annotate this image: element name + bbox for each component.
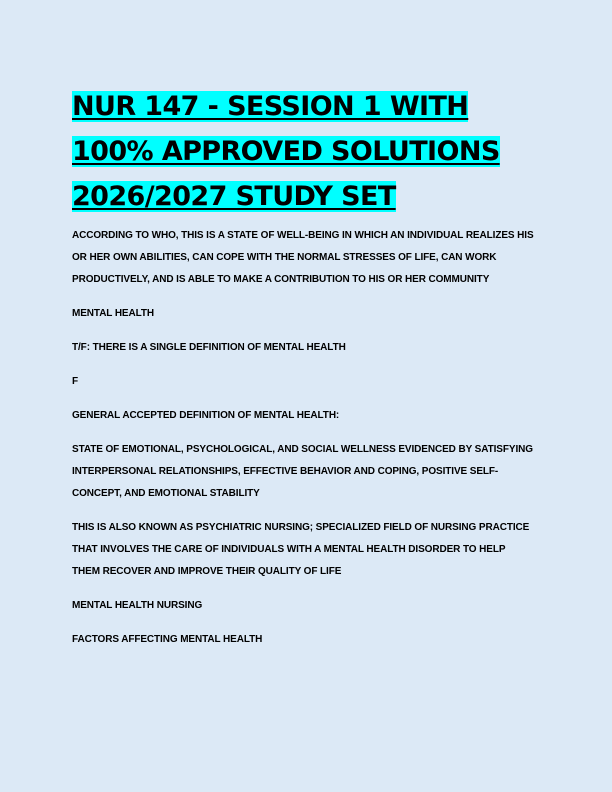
text-line: T/F: THERE IS A SINGLE DEFINITION OF MENTAL HEALTH <box>72 342 346 353</box>
document-title <box>72 84 548 219</box>
text-line: THIS IS ALSO KNOWN AS PSYCHIATRIC NURSING; SPECIALIZED FIELD OF NURSING PRACTICE <box>72 522 530 533</box>
document-page <box>72 84 548 663</box>
text-line: MENTAL HEALTH NURSING <box>72 600 203 611</box>
text-line: MENTAL HEALTH <box>72 308 155 319</box>
question-general-definition <box>72 405 548 427</box>
text-line: F <box>72 376 79 387</box>
title-line: 2026/2027 STUDY SET <box>72 181 396 212</box>
question-factors <box>72 629 548 651</box>
question-true-false <box>72 337 548 359</box>
answer-state-of-wellness <box>72 439 548 505</box>
text-line: OR HER OWN ABILITIES, CAN COPE WITH THE NORMAL STRESSES OF LIFE, CAN WORK <box>72 252 497 263</box>
text-line: STATE OF EMOTIONAL, PSYCHOLOGICAL, AND SOCIAL WELLNESS EVIDENCED BY SATISFYING <box>72 444 533 455</box>
question-who-definition <box>72 225 548 291</box>
question-psychiatric-nursing <box>72 517 548 583</box>
answer-mental-health-nursing <box>72 595 548 617</box>
text-line: FACTORS AFFECTING MENTAL HEALTH <box>72 634 263 645</box>
text-line: INTERPERSONAL RELATIONSHIPS, EFFECTIVE BEHAVIOR AND COPING, POSITIVE SELF- <box>72 466 499 477</box>
title-line: 100% APPROVED SOLUTIONS <box>72 136 500 167</box>
answer-false <box>72 371 548 393</box>
text-line: PRODUCTIVELY, AND IS ABLE TO MAKE A CONTRIBUTION TO HIS OR HER COMMUNITY <box>72 274 490 285</box>
answer-mental-health <box>72 303 548 325</box>
text-line: CONCEPT, AND EMOTIONAL STABILITY <box>72 488 260 499</box>
text-line: ACCORDING TO WHO, THIS IS A STATE OF WELL-BEING IN WHICH AN INDIVIDUAL REALIZES HIS <box>72 230 534 241</box>
text-line: THEM RECOVER AND IMPROVE THEIR QUALITY OF LIFE <box>72 566 342 577</box>
text-line: THAT INVOLVES THE CARE OF INDIVIDUALS WITH A MENTAL HEALTH DISORDER TO HELP <box>72 544 506 555</box>
title-line: NUR 147 - SESSION 1 WITH <box>72 91 469 122</box>
text-line: GENERAL ACCEPTED DEFINITION OF MENTAL HEALTH: <box>72 410 340 421</box>
